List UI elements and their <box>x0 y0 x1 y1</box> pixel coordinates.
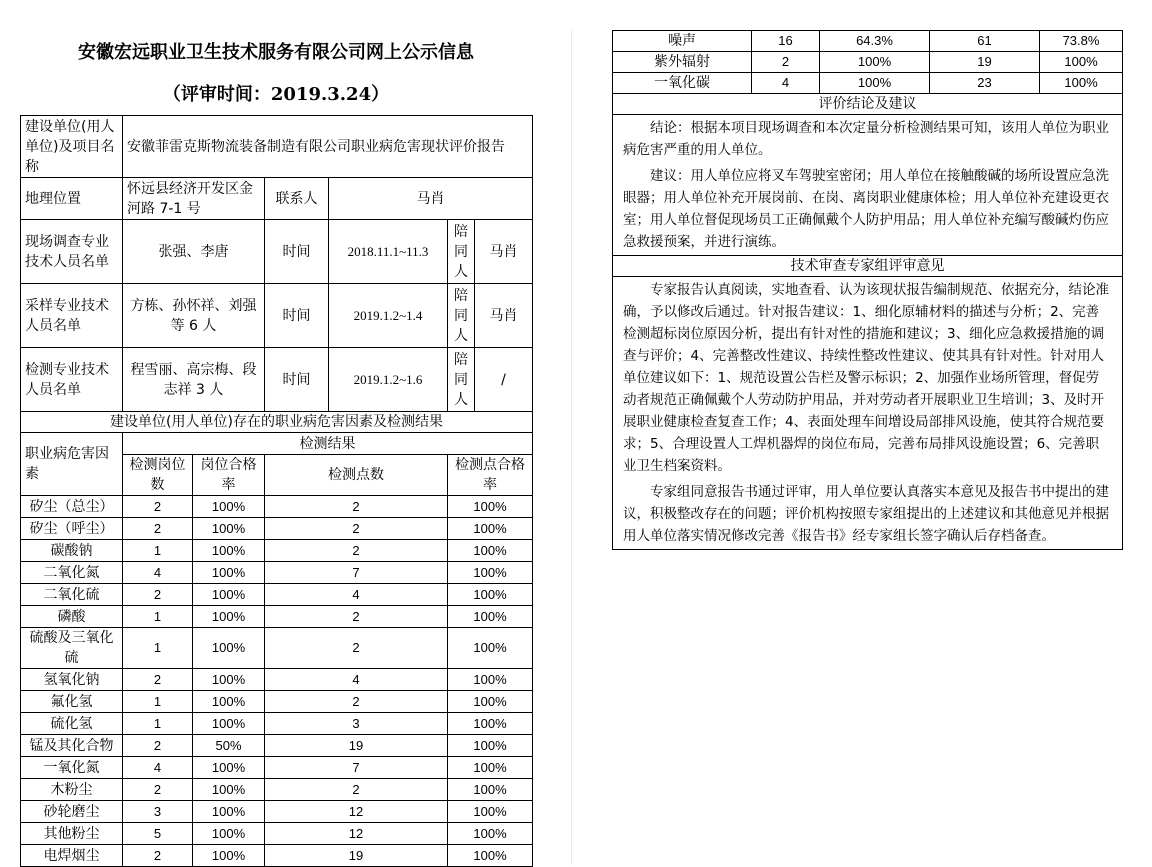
result-cell-point-rate: 100% <box>448 691 533 713</box>
result-cell-point-rate: 100% <box>448 757 533 779</box>
result-cell-post-rate: 100% <box>193 540 265 562</box>
location-row <box>21 178 533 220</box>
result-cell-posts: 2 <box>752 52 820 73</box>
result-cell-post-rate: 50% <box>193 735 265 757</box>
results-group-header-row <box>21 433 533 455</box>
result-cell-factor: 木粉尘 <box>21 779 123 801</box>
result-row <box>21 496 533 518</box>
result-cell-post-rate: 100% <box>193 628 265 669</box>
result-cell-factor: 硫酸及三氧化硫 <box>21 628 123 669</box>
result-cell-factor: 锰及其化合物 <box>21 735 123 757</box>
result-cell-posts: 2 <box>123 496 193 518</box>
result-cell-factor: 二氧化氮 <box>21 562 123 584</box>
result-cell-posts: 3 <box>123 801 193 823</box>
result-row <box>613 52 1123 73</box>
result-row <box>21 584 533 606</box>
result-cell-post-rate: 100% <box>193 713 265 735</box>
col-posts-header: 检测岗位数 <box>123 455 193 496</box>
result-cell-post-rate: 100% <box>193 496 265 518</box>
result-cell-post-rate: 100% <box>193 669 265 691</box>
result-cell-points: 2 <box>265 691 448 713</box>
result-cell-point-rate: 100% <box>448 669 533 691</box>
page-title: 安徽宏远职业卫生技术服务有限公司网上公示信息 <box>78 42 474 63</box>
result-cell-points: 19 <box>265 845 448 867</box>
col-point-rate-header: 检测点合格率 <box>448 455 533 496</box>
testing-accompany-label: 陪同人 <box>448 348 475 412</box>
survey-names: 张强、李唐 <box>123 220 265 284</box>
result-cell-posts: 2 <box>123 735 193 757</box>
result-cell-factor: 硫化氢 <box>21 713 123 735</box>
sampling-time-label: 时间 <box>265 284 329 348</box>
result-cell-factor: 矽尘（总尘） <box>21 496 123 518</box>
suggestion-paragraph: 建议：用人单位应将叉车驾驶室密闭；用人单位在接触酸碱的场所设置应急洗眼器；用人单位补充开展岗前、在岗、离岗职业健康体检；用人单位补充建设更衣室；用人单位督促现场员工正确佩戴个人防护用品；用人单位补充编写酸碱灼伤应急救援预案，并进行演练。 <box>623 168 1109 250</box>
result-row <box>21 628 533 669</box>
results-title-row <box>21 412 533 433</box>
result-cell-points: 2 <box>265 496 448 518</box>
result-cell-points: 2 <box>265 606 448 628</box>
review-paragraph: 专家报告认真阅读，实地查看、认为该现状报告编制规范、依据充分，结论准确，予以修改后通过。针对报告建议：1、细化原辅材料的描述与分析；2、完善检测超标岗位原因分析，提出有针对性的措施和建议；3、细化应急救援措施的调查与评价；4、完善整改性建议、持续性整改性建议、使其具有针对性。针对用人单位建议如下：1、规范设置公告栏及警示标识；2、加强作业场所管理，督促劳动者规范正确佩戴个人劳动防护用品，并对劳动者开展职业卫生培训；3、及时开展职业健康检查复查工作；4、表面处理车间增设局部排风设施，使其符合规范要求；5、合理设置人工焊机器焊的岗位布局，完善布局排风设施设置；6、完善职业卫生档案资料。 <box>623 282 1109 474</box>
result-cell-factor: 矽尘（呼尘） <box>21 518 123 540</box>
result-cell-point-rate: 100% <box>448 713 533 735</box>
result-cell-points: 2 <box>265 779 448 801</box>
conclusion-body-row <box>613 115 1123 256</box>
review-time: （评审时间：2019.3.24） <box>162 84 390 105</box>
result-row <box>21 562 533 584</box>
result-row <box>21 779 533 801</box>
result-cell-posts: 1 <box>123 713 193 735</box>
location-label: 地理位置 <box>21 178 123 220</box>
result-cell-points: 2 <box>265 518 448 540</box>
result-cell-point-rate: 100% <box>448 562 533 584</box>
result-cell-post-rate: 100% <box>820 73 930 94</box>
testing-accompany: / <box>475 348 533 412</box>
testing-row <box>21 348 533 412</box>
factor-header: 职业病危害因素 <box>21 433 123 496</box>
result-cell-factor: 一氧化碳 <box>613 73 752 94</box>
result-cell-point-rate: 73.8% <box>1040 31 1123 52</box>
conclusion-title: 评价结论及建议 <box>613 94 1123 115</box>
testing-names: 程雪丽、高宗梅、段志祥 3 人 <box>123 348 265 412</box>
result-cell-posts: 2 <box>123 584 193 606</box>
result-cell-point-rate: 100% <box>448 735 533 757</box>
result-cell-post-rate: 100% <box>193 845 265 867</box>
result-cell-post-rate: 100% <box>193 606 265 628</box>
result-cell-factor: 电焊烟尘 <box>21 845 123 867</box>
result-cell-point-rate: 100% <box>448 801 533 823</box>
result-cell-points: 12 <box>265 823 448 845</box>
conclusion-paragraph: 结论：根据本项目现场调查和本次定量分析检测结果可知，该用人单位为职业病危害严重的用人单位。 <box>623 120 1109 158</box>
survey-accompany: 马肖 <box>475 220 533 284</box>
result-cell-post-rate: 100% <box>193 691 265 713</box>
result-cell-post-rate: 100% <box>193 823 265 845</box>
result-row <box>21 691 533 713</box>
result-cell-point-rate: 100% <box>448 779 533 801</box>
result-row <box>21 823 533 845</box>
sampling-time: 2019.1.2~1.4 <box>329 284 448 348</box>
result-row <box>21 735 533 757</box>
result-row <box>613 31 1123 52</box>
result-cell-post-rate: 100% <box>193 801 265 823</box>
unit-value: 安徽菲雷克斯物流装备制造有限公司职业病危害现状评价报告 <box>123 116 533 178</box>
result-cell-post-rate: 100% <box>820 52 930 73</box>
contact-label: 联系人 <box>265 178 329 220</box>
result-cell-points: 23 <box>930 73 1040 94</box>
result-cell-points: 19 <box>265 735 448 757</box>
result-row <box>21 606 533 628</box>
result-cell-post-rate: 100% <box>193 584 265 606</box>
result-cell-factor: 紫外辐射 <box>613 52 752 73</box>
result-cell-factor: 砂轮磨尘 <box>21 801 123 823</box>
result-cell-factor: 碳酸钠 <box>21 540 123 562</box>
survey-label: 现场调查专业技术人员名单 <box>21 220 123 284</box>
result-cell-point-rate: 100% <box>1040 52 1123 73</box>
result-cell-posts: 1 <box>123 628 193 669</box>
review-title: 技术审查专家组评审意见 <box>613 256 1123 277</box>
review-body-row <box>613 277 1123 550</box>
result-cell-posts: 4 <box>123 562 193 584</box>
review-body <box>613 277 1123 550</box>
results-group-header: 检测结果 <box>123 433 533 455</box>
result-cell-post-rate: 100% <box>193 779 265 801</box>
testing-label: 检测专业技术人员名单 <box>21 348 123 412</box>
result-cell-posts: 1 <box>123 691 193 713</box>
result-cell-points: 2 <box>265 540 448 562</box>
result-cell-point-rate: 100% <box>448 845 533 867</box>
result-cell-points: 3 <box>265 713 448 735</box>
result-row <box>21 845 533 867</box>
col-points-header: 检测点数 <box>265 455 448 496</box>
result-row <box>21 757 533 779</box>
survey-accompany-label: 陪同人 <box>448 220 475 284</box>
info-and-results-table <box>20 115 533 867</box>
testing-time-label: 时间 <box>265 348 329 412</box>
result-row <box>21 669 533 691</box>
sampling-accompany-label: 陪同人 <box>448 284 475 348</box>
result-cell-posts: 1 <box>123 606 193 628</box>
result-row <box>21 801 533 823</box>
result-cell-point-rate: 100% <box>448 606 533 628</box>
result-cell-factor: 氟化氢 <box>21 691 123 713</box>
result-cell-factor: 其他粉尘 <box>21 823 123 845</box>
result-cell-points: 7 <box>265 757 448 779</box>
result-cell-posts: 2 <box>123 518 193 540</box>
result-cell-factor: 噪声 <box>613 31 752 52</box>
result-cell-posts: 1 <box>123 540 193 562</box>
sampling-accompany: 马肖 <box>475 284 533 348</box>
result-cell-factor: 磷酸 <box>21 606 123 628</box>
result-cell-point-rate: 100% <box>448 584 533 606</box>
result-row <box>21 713 533 735</box>
results-section-title: 建设单位(用人单位)存在的职业病危害因素及检测结果 <box>21 412 533 433</box>
result-cell-point-rate: 100% <box>448 823 533 845</box>
conclusion-body <box>613 115 1123 256</box>
results-continued-and-opinions-table <box>612 30 1123 550</box>
result-cell-posts: 5 <box>123 823 193 845</box>
sampling-row <box>21 284 533 348</box>
result-cell-posts: 4 <box>752 73 820 94</box>
result-cell-points: 4 <box>265 584 448 606</box>
sampling-names: 方栋、孙怀祥、刘强等 6 人 <box>123 284 265 348</box>
review-title-row <box>613 256 1123 277</box>
result-cell-points: 12 <box>265 801 448 823</box>
result-cell-posts: 4 <box>123 757 193 779</box>
result-cell-factor: 二氧化硫 <box>21 584 123 606</box>
result-cell-point-rate: 100% <box>448 496 533 518</box>
result-cell-post-rate: 100% <box>193 562 265 584</box>
result-cell-factor: 一氧化氮 <box>21 757 123 779</box>
result-row <box>613 73 1123 94</box>
result-cell-point-rate: 100% <box>1040 73 1123 94</box>
result-cell-post-rate: 100% <box>193 518 265 540</box>
result-cell-post-rate: 64.3% <box>820 31 930 52</box>
testing-time: 2019.1.2~1.6 <box>329 348 448 412</box>
result-cell-points: 2 <box>265 628 448 669</box>
result-cell-factor: 氢氧化钠 <box>21 669 123 691</box>
result-cell-posts: 16 <box>752 31 820 52</box>
unit-row <box>21 116 533 178</box>
result-cell-points: 61 <box>930 31 1040 52</box>
result-row <box>21 518 533 540</box>
result-cell-points: 19 <box>930 52 1040 73</box>
result-cell-points: 7 <box>265 562 448 584</box>
unit-label: 建设单位(用人单位)及项目名称 <box>21 116 123 178</box>
survey-time: 2018.11.1~11.3 <box>329 220 448 284</box>
survey-time-label: 时间 <box>265 220 329 284</box>
approval-paragraph: 专家组同意报告书通过评审，用人单位要认真落实本意见及报告书中提出的建议，积极整改存在的问题；评价机构按照专家组提出的上述建议和其他意见并根据用人单位落实情况修改完善《报告书》经专家组长签字确认后存档备查。 <box>623 484 1109 544</box>
col-post-rate-header: 岗位合格率 <box>193 455 265 496</box>
result-cell-posts: 2 <box>123 669 193 691</box>
location-value: 怀远县经济开发区金河路 7-1 号 <box>123 178 265 220</box>
contact-value: 马肖 <box>329 178 533 220</box>
result-cell-point-rate: 100% <box>448 628 533 669</box>
result-row <box>21 540 533 562</box>
result-cell-points: 4 <box>265 669 448 691</box>
page-divider <box>571 30 572 865</box>
result-cell-point-rate: 100% <box>448 540 533 562</box>
result-cell-post-rate: 100% <box>193 757 265 779</box>
result-cell-posts: 2 <box>123 845 193 867</box>
result-cell-posts: 2 <box>123 779 193 801</box>
sampling-label: 采样专业技术人员名单 <box>21 284 123 348</box>
survey-row <box>21 220 533 284</box>
conclusion-title-row <box>613 94 1123 115</box>
result-cell-point-rate: 100% <box>448 518 533 540</box>
